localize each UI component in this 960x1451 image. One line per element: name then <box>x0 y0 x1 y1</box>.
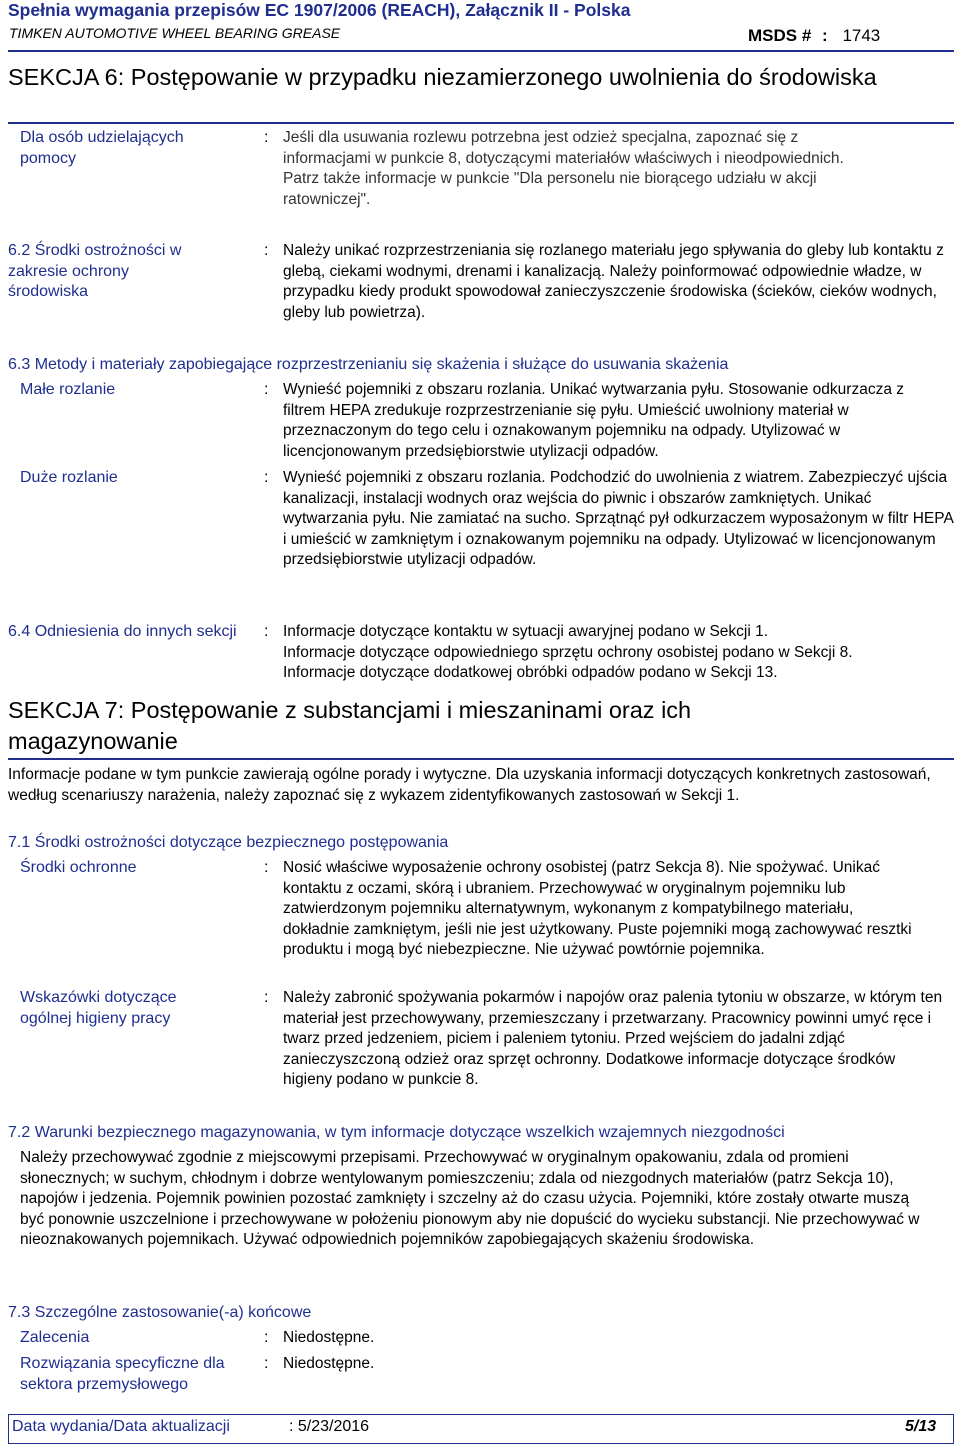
small-spill-label: Małe rozlanie <box>20 381 116 398</box>
industrial-solutions-label: Rozwiązania specyficzne dla sektora przemysłowego <box>20 1355 225 1393</box>
responders-colon: : <box>264 129 269 146</box>
msds-number-row <box>748 26 880 46</box>
references-colon: : <box>264 623 269 640</box>
reference-line: Informacje dotyczące dodatkowej obróbki odpadów podano w Sekcji 13. <box>283 664 778 682</box>
responders-text: Jeśli dla usuwania rozlewu potrzebna jest odzież specjalna, zapoznać się z informacjami w punkcie 8, dotyczącymi materiałów właściwych i nieodpowiednich. Patrz także informacje w punkcie "Dla personelu nie biorącego udziału w akcji ratowniczej". <box>283 129 844 208</box>
large-spill-text: Wynieść pojemniki z obszaru rozlania. Podchodzić do uwolnienia z wiatrem. Zabezpieczyć ujścia kanalizacji, instalacji wodnych oraz wejścia do piwnic i obszarów zamkniętych. Unikać wytwarzania pyłu. Nie zamiatać na sucho. Sprzątnąć pył odkurzaczem wyposażonym w filtr HEPA i umieścić w zamkniętym i oznakowanym pojemniku na odpady. Utylizować w licencjonowanym przedsiębiorstwie utylizacji odpadów. <box>283 469 953 569</box>
msds-number: 1743 <box>842 26 881 45</box>
small-spill-text: Wynieść pojemniki z obszaru rozlania. Unikać wytwarzania pyłu. Stosowanie odkurzacza z filtrem HEPA zredukuje rozprzestrzenianie się pyłu. Umieścić uwolniony materiał w przeznaczonym do tego celu i oznakowanym pojemniku na odpady. Utylizować w licencjonowanym przedsiębiorstwie utylizacji odpadów. <box>283 381 904 460</box>
env-precautions-text: Należy unikać rozprzestrzeniania się rozlanego materiału jego spływania do gleby lub kontaktu z glebą, ciekami wodnymi, drenami i kanalizacją. Należy poinformować odpowiednie władze, w przypadku kiedy produkt spowodował zanieczyszczenie środowiska (ścieków, cieków wodnych, gleby lub powietrza). <box>283 242 944 321</box>
regulation-title: Spełnia wymagania przepisów EC 1907/2006 (REACH), Załącznik II - Polska <box>8 0 631 20</box>
reference-line: Informacje dotyczące odpowiedniego sprzętu ochrony osobistej podano w Sekcji 8. <box>283 643 853 661</box>
env-precautions-colon: : <box>264 242 269 259</box>
references-list <box>283 622 953 684</box>
recommendations-colon: : <box>264 1329 269 1346</box>
product-name: TIMKEN AUTOMOTIVE WHEEL BEARING GREASE <box>9 25 341 41</box>
small-spill-colon: : <box>264 381 269 398</box>
recommendations-value: Niedostępne. <box>283 1329 375 1346</box>
large-spill-colon: : <box>264 469 269 486</box>
large-spill-label: Duże rozlanie <box>20 469 118 486</box>
footer-date-value: : 5/23/2016 <box>289 1418 370 1435</box>
storage-text: Należy przechowywać zgodnie z miejscowymi przepisami. Przechowywać w oryginalnym opakowaniu, zdala od promieni słonecznych; w suchym, chłodnym i dobrze wentylowanym pomieszczeniu; zdala od niezgodnych materiałów (patrz Sekcja 10), napojów i jedzenia. Pojemnik powinien pozostać zamknięty i szczelny aż do czasu użycia. Pojemniki, które zostały otwarte muszą być ponownie uszczelnione i przechowywane w położeniu pionowym aby nie dopuścić do wycieku substancji. Nie przechowywać w nieoznakowanych pojemnikach. Używać odpowiednich pojemników zapobiegających skażeniu środowiska. <box>20 1149 920 1249</box>
section7-divider <box>8 758 954 760</box>
protective-measures-label: Środki ochronne <box>20 859 137 876</box>
section7-intro: Informacje podane w tym punkcie zawierają ogólne porady i wytyczne. Dla uzyskania informacji dotyczących konkretnych zastosowań, według scenariuszy narażenia, należy zapoznać się z wykazem zidentyfikowanych zastosowań w Sekcji 1. <box>8 766 931 804</box>
hygiene-colon: : <box>264 989 269 1006</box>
safe-handling-heading: 7.1 Środki ostrożności dotyczące bezpiecznego postępowania <box>8 834 449 851</box>
section7-heading: SEKCJA 7: Postępowanie z substancjami i mieszaninami oraz ich magazynowanie <box>8 697 692 754</box>
industrial-solutions-colon: : <box>264 1355 269 1372</box>
msds-label: MSDS # <box>748 26 812 45</box>
env-precautions-label: 6.2 Środki ostrożności w zakresie ochrony środowiska <box>8 242 182 301</box>
hygiene-text: Należy zabronić spożywania pokarmów i napojów oraz palenia tytoniu w obszarze, w którym ten materiał jest przechowywany, przemieszczany i przetwarzany. Pracownicy powinni umyć ręce i twarz przed jedzeniem, piciem i paleniem tytoniu. Przed wejściem do jadalni zdjąć zanieczyszczoną odzież oraz sprzęt ochronny. Dodatkowe informacje dotyczące środków higieny podano w punkcie 8. <box>283 989 943 1089</box>
msds-colon: : <box>822 26 828 45</box>
reference-line: Informacje dotyczące kontaktu w sytuacji awaryjnej podano w Sekcji 1. <box>283 623 769 640</box>
section6-heading: SEKCJA 6: Postępowanie w przypadku niezamierzonego uwolnienia do środowiska <box>8 64 877 90</box>
references-label: 6.4 Odniesienia do innych sekcji <box>8 623 237 640</box>
footer-page-number: 5/13 <box>905 1418 937 1435</box>
storage-heading: 7.2 Warunki bezpiecznego magazynowania, w tym informacje dotyczące wszelkich wzajemnych niezgodności <box>8 1124 785 1141</box>
methods-heading: 6.3 Metody i materiały zapobiegające rozprzestrzenianiu się skażenia i służące do usuwania skażenia <box>8 356 729 373</box>
protective-measures-text: Nosić właściwe wyposażenie ochrony osobistej (patrz Sekcja 8). Nie spożywać. Unikać kontaktu z oczami, skórą i ubraniem. Przechowywać w oryginalnym pojemniku lub zatwierdzonym pojemniku alternatywnym, wykonanym z kompatybilnego materiału, dokładnie zamkniętym, jeśli nie jest użytkowany. Puste pojemniki mogą zachowywać resztki produktu i mogą być niebezpieczne. Nie używać powtórnie pojemnika. <box>283 859 912 959</box>
hygiene-label: Wskazówki dotyczące ogólnej higieny pracy <box>20 989 177 1027</box>
protective-measures-colon: : <box>264 859 269 876</box>
industrial-solutions-value: Niedostępne. <box>283 1355 375 1372</box>
section6-divider <box>8 122 954 124</box>
footer-date-label: Data wydania/Data aktualizacji <box>12 1418 230 1435</box>
header-divider <box>8 50 954 52</box>
responders-label: Dla osób udzielających pomocy <box>20 129 184 167</box>
end-use-heading: 7.3 Szczególne zastosowanie(-a) końcowe <box>8 1304 312 1321</box>
recommendations-label: Zalecenia <box>20 1329 90 1346</box>
